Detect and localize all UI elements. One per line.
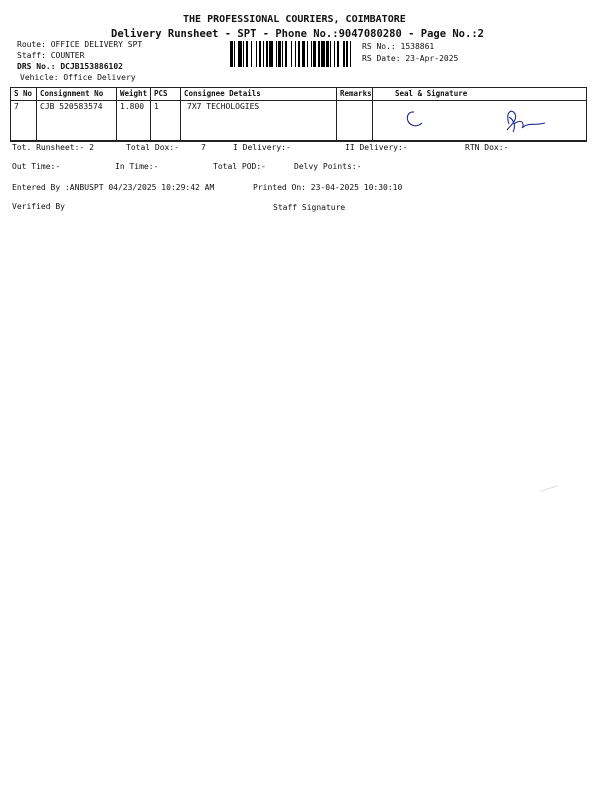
col-seal-signature: Seal & Signature	[373, 88, 587, 101]
rs-date: RS Date: 23-Apr-2025	[362, 54, 459, 63]
delvy-points: Delvy Points:-	[294, 162, 362, 171]
tot-runsheet: Tot. Runsheet:- 2	[12, 143, 94, 152]
cell-weight: 1.800	[117, 101, 151, 142]
total-dox-label: Total Dox:-	[126, 143, 179, 152]
col-pcs: PCS	[151, 88, 181, 101]
col-weight: Weight	[117, 88, 151, 101]
col-consignee: Consignee Details	[181, 88, 337, 101]
printed-on: Printed On: 23-04-2025 10:30:10	[253, 183, 403, 192]
rs-number: RS No.: 1538861	[362, 42, 435, 51]
out-time: Out Time:-	[12, 162, 61, 171]
col-consignment: Consignment No	[37, 88, 117, 101]
rtn-dox: RTN Dox:-	[465, 143, 509, 152]
staff-label: Staff: COUNTER	[17, 51, 85, 60]
cell-consignment: CJB 520583574	[37, 101, 117, 142]
company-title: THE PROFESSIONAL COURIERS, COIMBATORE	[183, 14, 406, 25]
summary-top-rule	[10, 140, 586, 141]
cell-remarks	[337, 101, 373, 142]
verified-by: Verified By	[12, 202, 65, 211]
staff-signature: Staff Signature	[273, 203, 346, 212]
total-dox-value: 7	[201, 143, 206, 152]
runsheet-subtitle: Delivery Runsheet - SPT - Phone No.:9047080280 - Page No.:2	[111, 28, 484, 40]
entered-by: Entered By :ANBUSPT 04/23/2025 10:29:42 AM	[12, 183, 215, 192]
vehicle-label: Vehicle: Office Delivery	[20, 73, 136, 82]
total-pod: Total POD:-	[213, 162, 266, 171]
barcode-bar	[351, 41, 354, 67]
barcode	[230, 41, 354, 67]
drs-number: DRS No.: DCJB153886102	[17, 62, 123, 71]
cell-pcs: 1	[151, 101, 181, 142]
cell-sno: 7	[11, 101, 37, 142]
cell-signature	[373, 101, 587, 142]
col-remarks: Remarks	[337, 88, 373, 101]
col-sno: S No	[11, 88, 37, 101]
scan-mark	[540, 485, 557, 492]
i-delivery: I Delivery:-	[233, 143, 291, 152]
route-label: Route: OFFICE DELIVERY SPT	[17, 40, 143, 49]
ii-delivery: II Delivery:-	[345, 143, 408, 152]
table-header-row	[11, 88, 587, 101]
handwritten-signature	[376, 102, 586, 140]
runsheet-table	[10, 87, 587, 142]
in-time: In Time:-	[115, 162, 159, 171]
table-row	[11, 101, 587, 142]
cell-consignee: 7X7 TECHOLOGIES	[181, 101, 337, 142]
